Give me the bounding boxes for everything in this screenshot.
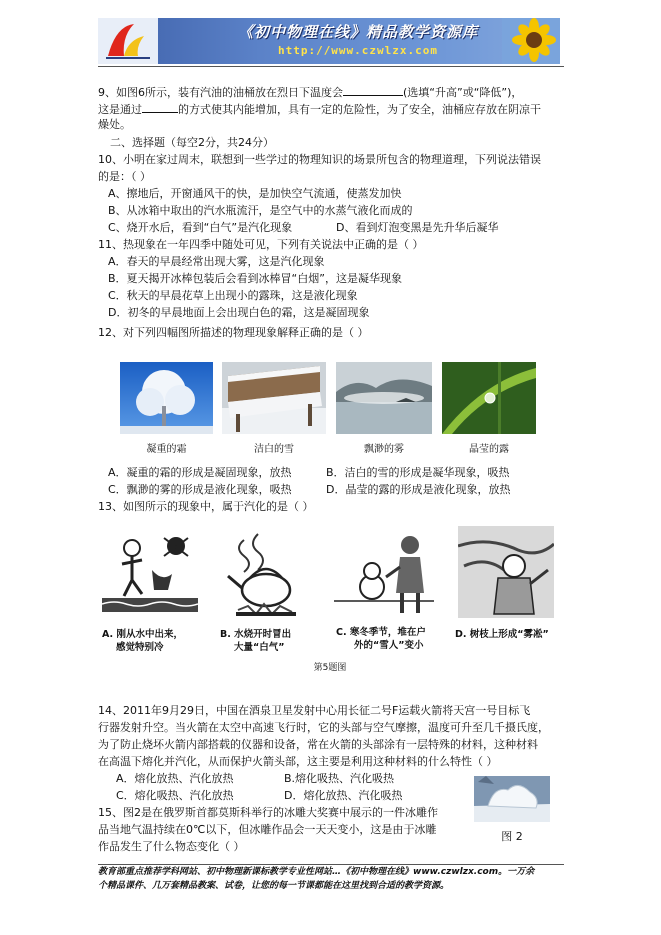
banner-title: 《初中物理在线》精品教学资源库 <box>237 23 478 41</box>
question-14-line-3: 为了防止烧坏火箭内部搭载的仪器和设备，常在火箭的头部涂有一层特殊的材料，这种材料 <box>98 738 538 751</box>
fig13-label: 第5题图 <box>313 663 347 673</box>
question-14-line-4: 在高温下熔化并汽化，从而保护火箭头部，这主要是利用这种材料的什么特性（ ） <box>98 755 498 768</box>
fig13-caption-d: D. 树枝上形成“雾凇” <box>455 629 549 640</box>
header-banner <box>98 18 560 64</box>
fig2-label: 图 2 <box>501 830 523 843</box>
fog-caption: 飘渺的雾 <box>364 444 404 455</box>
fig13-caption-b: B. 水烧开时冒出 大量“白气” <box>220 629 292 653</box>
kettle-cartoon <box>214 530 314 620</box>
question-12: 12、对下列四幅图所描述的物理现象解释正确的是（ ） <box>98 326 369 339</box>
question-14-option-d: D．熔化放热、汽化吸热 <box>284 789 403 802</box>
question-10-option-d: D、看到灯泡变黑是先升华后凝华 <box>336 221 499 234</box>
rime-tree-cartoon <box>458 526 554 618</box>
footer-divider <box>98 864 564 865</box>
question-10-option-a: A、擦地后，开窗通风干的快，是加快空气流通，使蒸发加快 <box>108 187 402 200</box>
question-12-option-a: A．凝重的霜的形成是凝固现象，放热 <box>108 466 292 479</box>
question-12-option-c: C．飘渺的雾的形成是液化现象，吸热 <box>108 483 292 496</box>
footer-line-1: 教育部重点推荐学科网站、初中物理新课标教学专业性网站…《初中物理在线》www.czwlzx.com。一万余 <box>98 867 535 877</box>
snow-bench-photo <box>222 362 326 434</box>
question-10: 10、小明在家过周末，联想到一些学过的物理知识的场景所包含的物理道理，下列说法错误 <box>98 153 541 166</box>
question-9-line-3: 燥处。 <box>98 118 131 131</box>
question-11: 11、热现象在一年四季中随处可见，下列有关说法中正确的是（ ） <box>98 238 424 251</box>
dew-caption: 晶莹的露 <box>469 444 509 455</box>
question-14-line-2: 行器发射升空。当火箭在太空中高速飞行时，它的头部与空气摩擦，温度可升至几千摄氏度， <box>98 721 549 734</box>
question-14-option-b: B.熔化吸热、汽化吸热 <box>284 772 395 785</box>
swimmer-cartoon <box>102 530 198 620</box>
fog-lake-photo <box>336 362 432 434</box>
question-14-option-a: A．熔化放热、汽化放热 <box>116 772 234 785</box>
site-logo-icon <box>98 18 158 64</box>
question-13: 13、如图所示的现象中，属于汽化的是（ ） <box>98 500 314 513</box>
question-11-option-b: B．夏天揭开冰棒包装后会看到冰棒冒“白烟”，这是凝华现象 <box>108 272 402 285</box>
question-10-option-c: C、烧开水后，看到“白气”是汽化现象 <box>108 221 293 234</box>
answer-blank[interactable] <box>343 84 403 96</box>
question-10-tail: 的是：（ ） <box>98 170 151 183</box>
question-15-line-3: 作品发生了什么物态变化（ ） <box>98 840 245 853</box>
question-14-option-c: C．熔化吸热、汽化放热 <box>116 789 234 802</box>
question-9-line-1: 9、如图6所示，装有汽油的油桶放在烈日下温度会 (选填“升高”或“降低”)， <box>98 86 523 99</box>
question-10-option-b: B、从冰箱中取出的汽水瓶流汗，是空气中的水蒸气液化而成的 <box>108 204 413 217</box>
frost-caption: 凝重的霜 <box>146 444 187 455</box>
question-11-option-d: D．初冬的早晨地面上会出现白色的霜，这是凝固现象 <box>108 306 370 319</box>
question-11-option-a: A．春天的早晨经常出现大雾，这是汽化现象 <box>108 255 325 268</box>
section-heading: 二、选择题（每空2分，共24分） <box>110 136 274 149</box>
answer-blank[interactable] <box>142 101 178 113</box>
question-9-line-2: 这是通过 的方式使其内能增加，具有一定的危险性，为了安全，油桶应存放在阴凉干 <box>98 103 541 116</box>
question-14-line-1: 14、2011年9月29日，中国在酒泉卫星发射中心用长征二号F运载火箭将天宫一号目标飞 <box>98 704 531 717</box>
question-12-option-d: D．晶莹的露的形成是液化现象，放热 <box>326 483 511 496</box>
header-divider <box>98 66 564 67</box>
frost-tree-photo <box>120 362 213 434</box>
question-12-option-b: B．洁白的雪的形成是凝华现象，吸热 <box>326 466 510 479</box>
ice-sculpture-photo <box>474 776 550 822</box>
banner-url[interactable]: http://www.czwlzx.com <box>277 44 439 57</box>
question-15-line-1: 15、图2是在俄罗斯首都莫斯科举行的冰雕大奖赛中展示的一件冰雕作 <box>98 806 438 819</box>
snow-caption: 洁白的雪 <box>254 444 294 455</box>
fig13-caption-c: C. 寒冬季节，堆在户 外的“雪人”变小 <box>336 627 426 651</box>
footer-line-2: 个精品课件、几万套精品教案、试卷，让您的每一节课都能在这里找到合适的教学资源。 <box>98 881 450 891</box>
fig13-caption-a: A. 刚从水中出来， 感觉特别冷 <box>102 629 183 653</box>
question-11-option-c: C．秋天的早晨花草上出现小的露珠，这是液化现象 <box>108 289 358 302</box>
dew-leaf-photo <box>442 362 536 434</box>
sunflower-icon <box>502 18 560 64</box>
question-15-line-2: 品当地气温持续在0℃以下，但冰雕作品会一天天变小，这是由于冰雕 <box>98 823 437 836</box>
snowman-cartoon <box>334 527 434 620</box>
